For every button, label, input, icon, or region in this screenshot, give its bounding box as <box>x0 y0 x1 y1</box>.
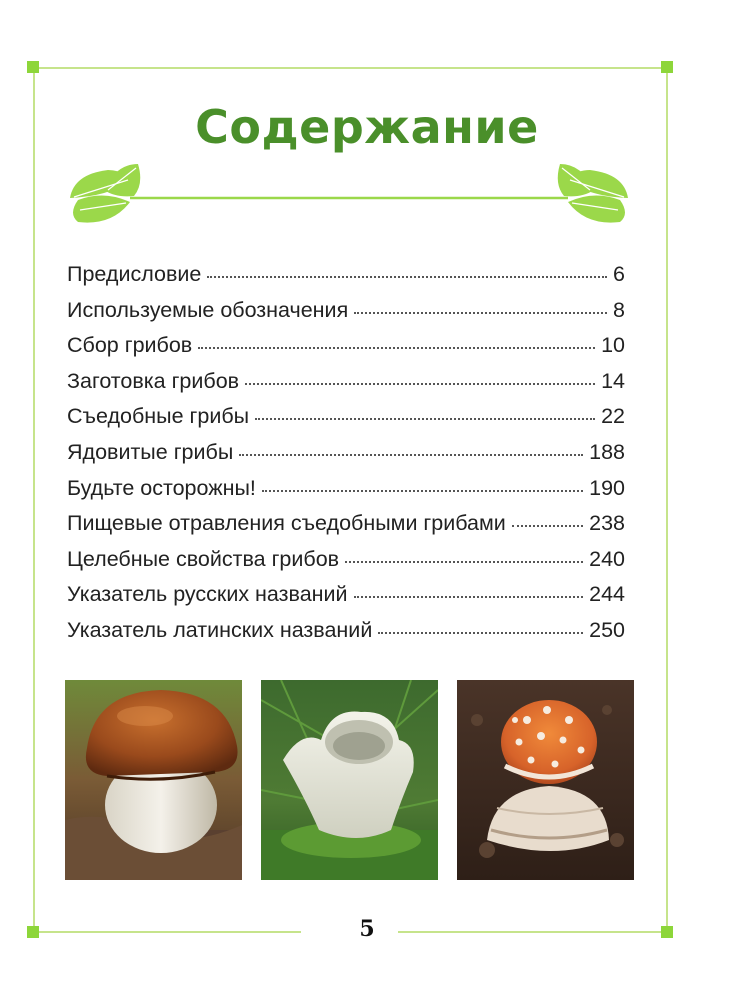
page-title: Содержание <box>195 100 539 154</box>
toc-leader <box>345 561 583 563</box>
toc-leader <box>239 454 583 456</box>
table-of-contents <box>67 262 625 654</box>
toc-leader <box>512 525 583 527</box>
toc-leader <box>207 276 607 278</box>
leaf-divider <box>64 160 634 236</box>
toc-page: 10 <box>601 333 625 358</box>
frame-top <box>33 67 667 69</box>
toc-leader <box>354 596 584 598</box>
toc-entry[interactable] <box>67 511 625 547</box>
toc-label: Указатель латинских названий <box>67 617 373 642</box>
toc-entry[interactable] <box>67 476 625 512</box>
cup-mushroom-photo <box>261 680 438 880</box>
toc-entry[interactable] <box>67 333 625 369</box>
toc-page: 238 <box>589 511 625 536</box>
toc-label: Сбор грибов <box>67 333 193 358</box>
toc-leader <box>378 632 583 634</box>
toc-entry[interactable] <box>67 618 625 654</box>
toc-label: Будьте осторожны! <box>67 475 256 500</box>
toc-entry[interactable] <box>67 369 625 405</box>
toc-label: Заготовка грибов <box>67 368 240 393</box>
toc-page: 190 <box>589 475 625 500</box>
toc-page: 14 <box>601 368 625 393</box>
toc-entry[interactable] <box>67 298 625 334</box>
toc-leader <box>262 490 583 492</box>
toc-leader <box>354 312 607 314</box>
toc-entry[interactable] <box>67 404 625 440</box>
toc-leader <box>198 347 595 349</box>
toc-leader <box>245 383 595 385</box>
toc-page: 8 <box>613 297 625 322</box>
fly-agaric-photo <box>457 680 634 880</box>
toc-leader <box>255 418 595 420</box>
frame-right <box>666 67 668 933</box>
toc-label: Предисловие <box>67 262 202 286</box>
toc-label: Съедобные грибы <box>67 404 250 429</box>
toc-page: 6 <box>613 262 625 286</box>
toc-label: Пищевые отравления съедобными грибами <box>67 511 506 536</box>
toc-label: Ядовитые грибы <box>67 439 234 464</box>
corner-top-left <box>27 61 39 73</box>
toc-entry[interactable] <box>67 582 625 618</box>
page-number: 5 <box>359 916 375 942</box>
toc-page: 188 <box>589 439 625 464</box>
toc-entry[interactable] <box>67 440 625 476</box>
toc-page: 22 <box>601 404 625 429</box>
toc-page: 244 <box>589 582 625 607</box>
toc-page: 240 <box>589 546 625 571</box>
toc-label: Указатель русских названий <box>67 582 348 607</box>
toc-entry[interactable] <box>67 547 625 583</box>
toc-label: Используемые обозначения <box>67 297 349 322</box>
toc-label: Целебные свойства грибов <box>67 546 340 571</box>
corner-top-right <box>661 61 673 73</box>
toc-entry[interactable] <box>67 262 625 298</box>
boletus-photo <box>65 680 242 880</box>
frame-left <box>33 67 35 933</box>
toc-page: 250 <box>589 617 625 642</box>
